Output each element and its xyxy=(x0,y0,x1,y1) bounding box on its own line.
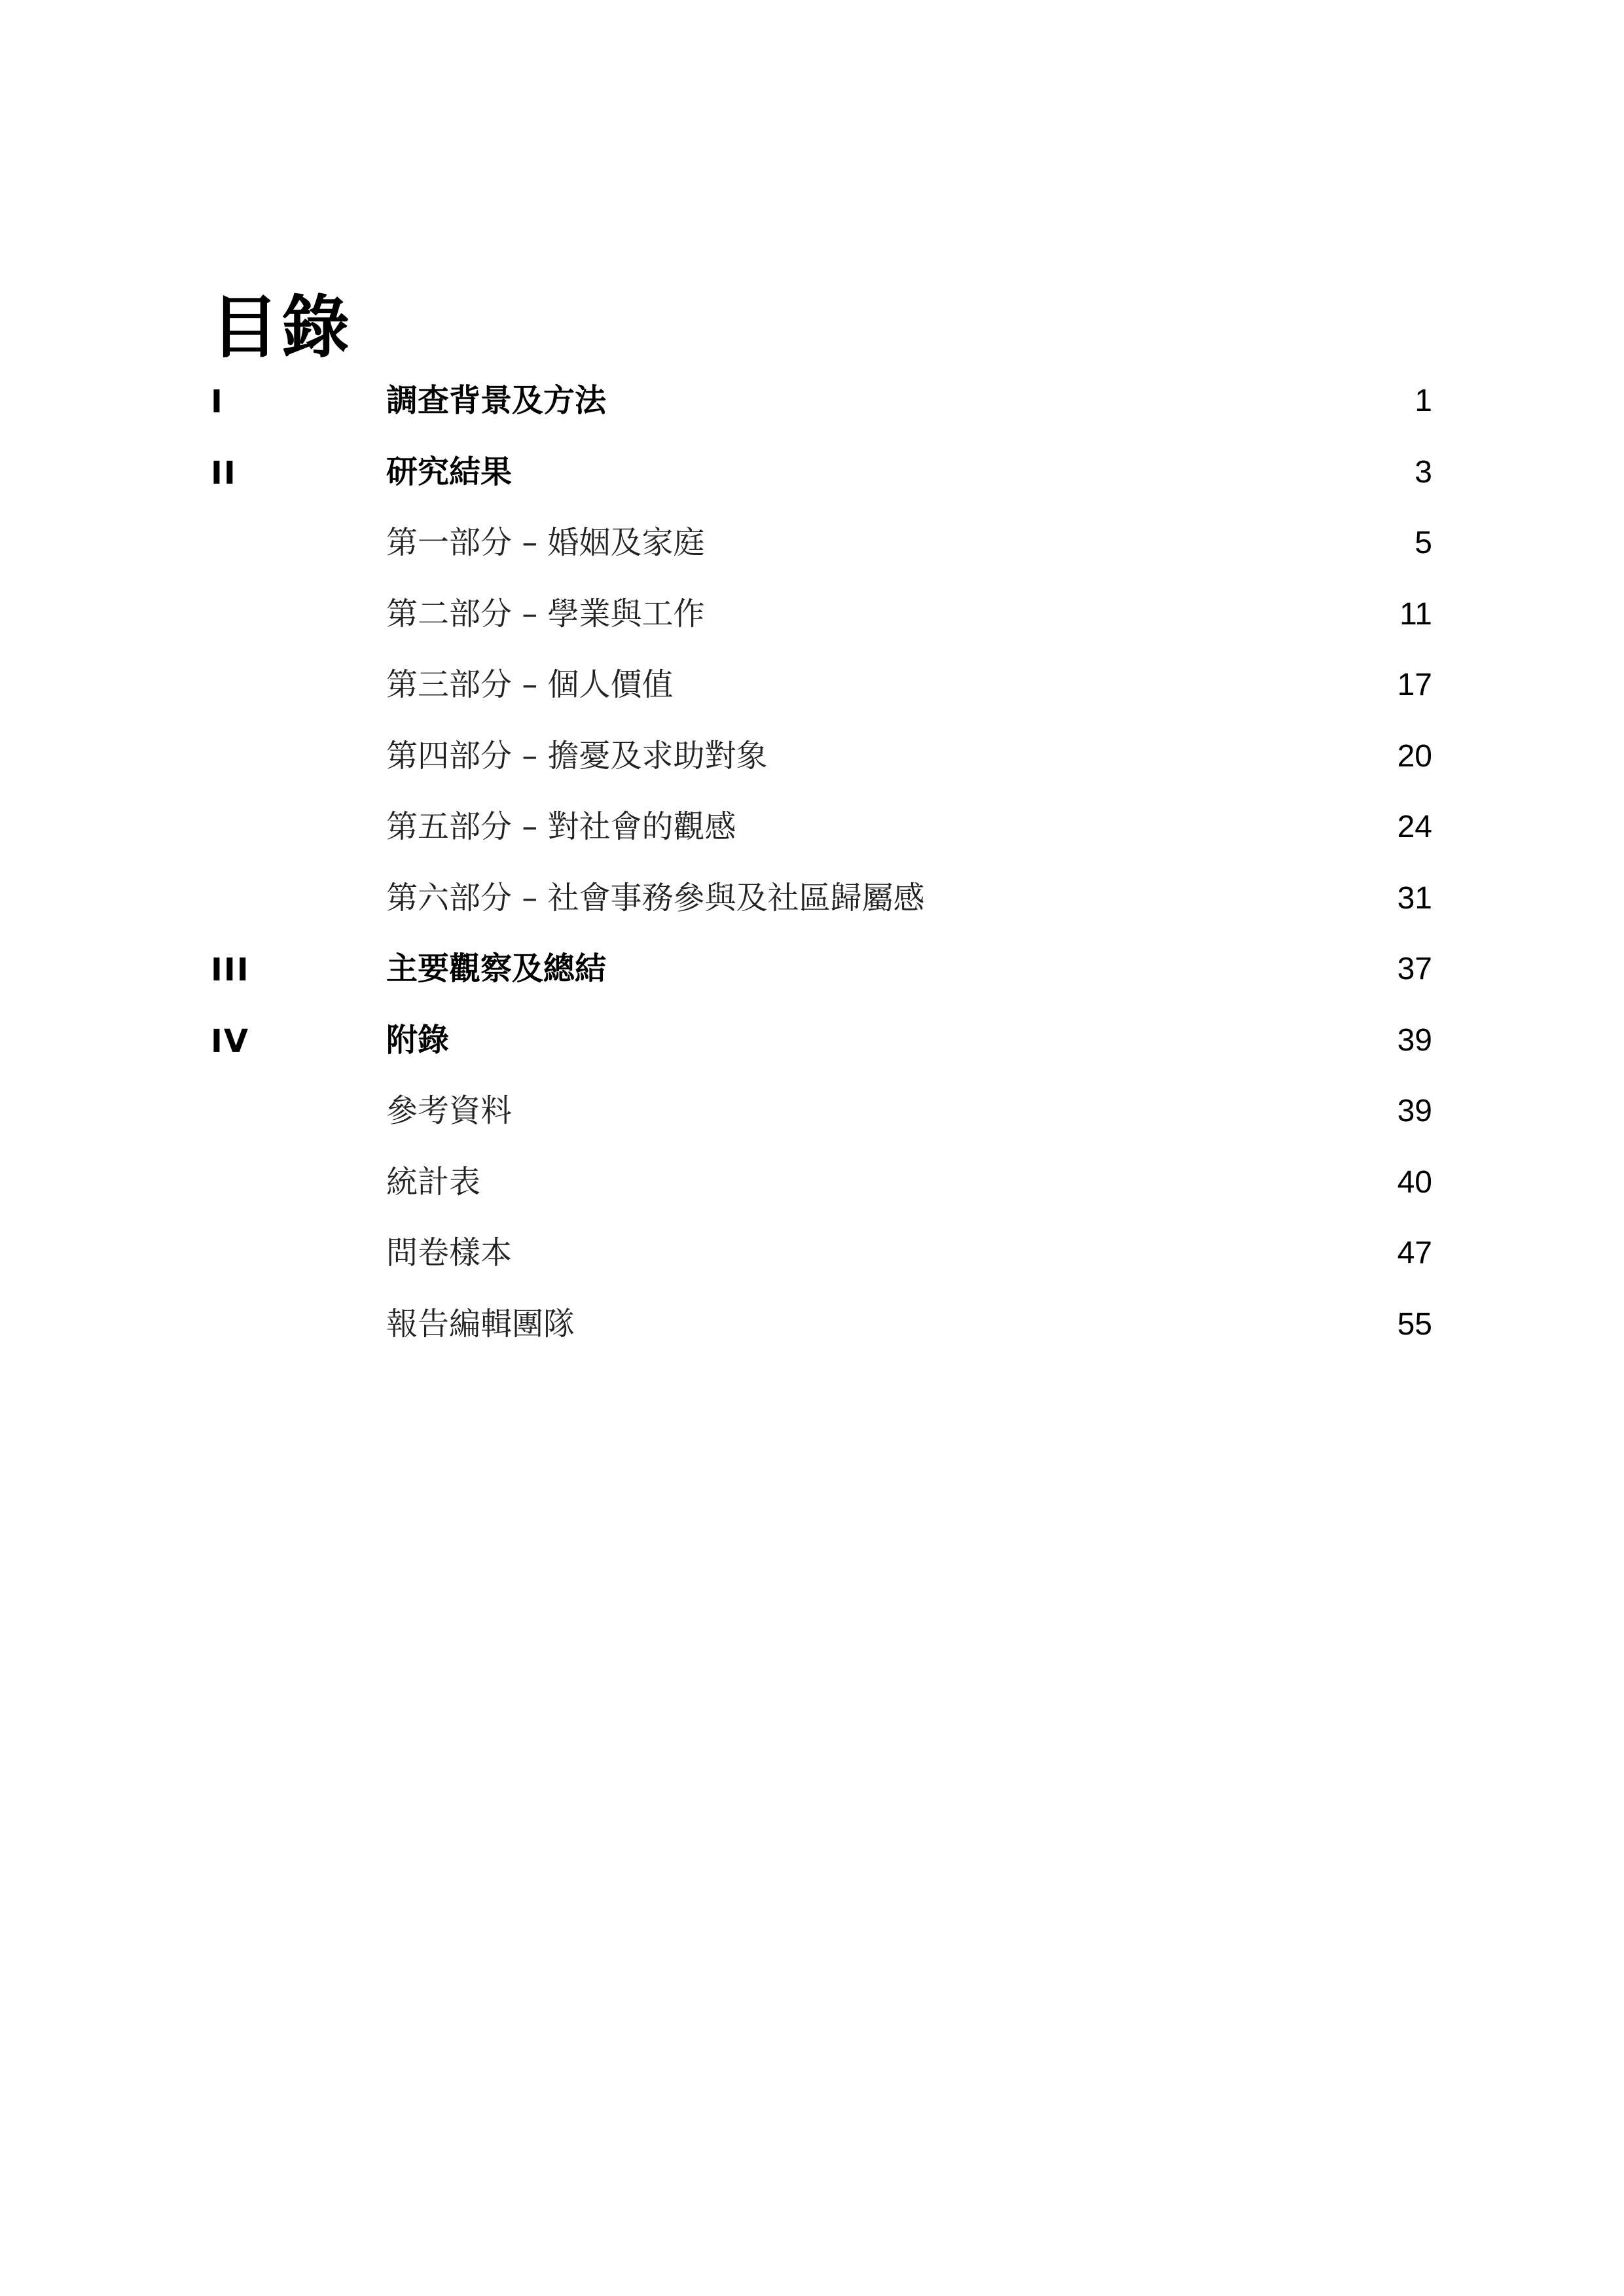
toc-entry[interactable] xyxy=(211,593,1432,664)
subsection-title: 報告編輯團隊 xyxy=(386,1305,575,1342)
subsection-title: 第四部分 – 擔憂及求助對象 xyxy=(386,737,768,774)
toc-title: 目錄 xyxy=(211,287,353,367)
page-number: 3 xyxy=(1415,454,1432,490)
page-number: 17 xyxy=(1397,668,1432,702)
subsection-title: 統計表 xyxy=(386,1163,481,1200)
subsection-title: 問卷樣本 xyxy=(386,1234,513,1271)
section-title: 附錄 xyxy=(386,1021,450,1058)
subsection-title: 第六部分 – 社會事務參與及社區歸屬感 xyxy=(386,879,925,916)
page-number: 1 xyxy=(1415,384,1432,418)
page-number: 39 xyxy=(1397,1022,1432,1058)
page-number: 37 xyxy=(1397,952,1432,986)
section-number: III xyxy=(211,952,250,988)
subsection-title: 第一部分 – 婚姻及家庭 xyxy=(386,524,705,561)
section-title: 主要觀察及總結 xyxy=(386,950,607,987)
page-number: 39 xyxy=(1397,1094,1432,1128)
toc-entry[interactable] xyxy=(211,664,1432,735)
page-number: 24 xyxy=(1397,810,1432,844)
toc-entry[interactable] xyxy=(211,1303,1432,1374)
section-title: 調查背景及方法 xyxy=(386,382,607,419)
toc-entry[interactable] xyxy=(211,1232,1432,1303)
page-number: 20 xyxy=(1397,738,1432,774)
section-number: I xyxy=(211,384,224,420)
section-title: 研究結果 xyxy=(386,453,513,490)
page-number: 31 xyxy=(1397,880,1432,916)
toc-entry[interactable] xyxy=(211,380,1432,451)
toc-entry[interactable] xyxy=(211,522,1432,593)
toc-entry[interactable] xyxy=(211,948,1432,1019)
toc-entry[interactable] xyxy=(211,1161,1432,1232)
section-number: IV xyxy=(211,1022,250,1060)
toc-entry[interactable] xyxy=(211,451,1432,522)
page-number: 47 xyxy=(1397,1236,1432,1270)
toc-entry[interactable] xyxy=(211,1019,1432,1090)
section-number: II xyxy=(211,454,237,492)
toc-entry[interactable] xyxy=(211,735,1432,806)
toc-entry[interactable] xyxy=(211,1090,1432,1161)
table-of-contents xyxy=(211,380,1432,1374)
page-number: 11 xyxy=(1399,596,1432,632)
page-number: 5 xyxy=(1415,526,1432,560)
subsection-title: 參考資料 xyxy=(386,1092,513,1129)
page-number: 40 xyxy=(1397,1164,1432,1200)
subsection-title: 第五部分 – 對社會的觀感 xyxy=(386,808,736,845)
subsection-title: 第二部分 – 學業與工作 xyxy=(386,595,705,632)
subsection-title: 第三部分 – 個人價值 xyxy=(386,666,674,703)
page-number: 55 xyxy=(1397,1306,1432,1342)
toc-entry[interactable] xyxy=(211,806,1432,877)
toc-entry[interactable] xyxy=(211,877,1432,948)
